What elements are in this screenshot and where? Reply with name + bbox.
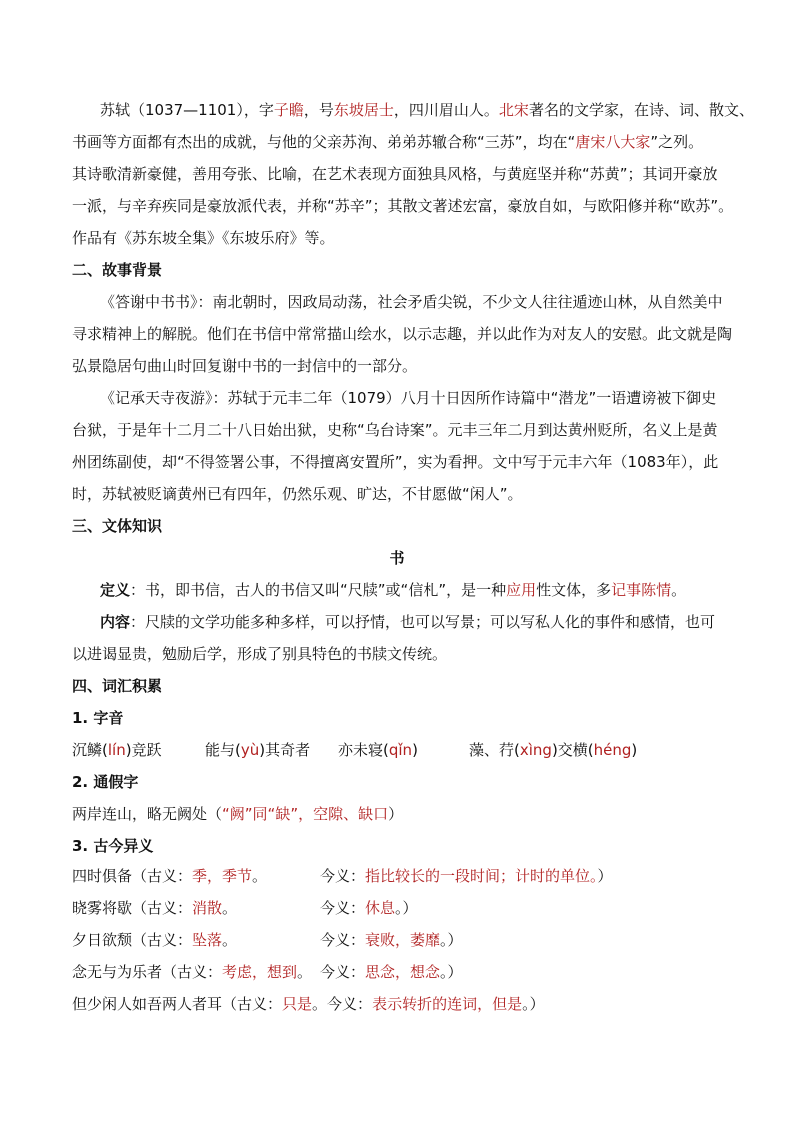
story-heading: 二、故事背景	[72, 261, 163, 279]
gujin-row	[72, 930, 237, 950]
definition-label: 定义	[100, 581, 131, 599]
pinyin: lín	[107, 741, 126, 759]
genre-heading: 三、文体知识	[72, 517, 163, 535]
ancient-meaning: 消散	[192, 899, 223, 917]
content-text: ：尺牍的文学功能多种多样，可以抒情，也可以写景；可以写私人化的事件和感情，也可	[130, 613, 716, 631]
bio-line-3: 其诗歌清新豪健，善用夸张、比喻，在艺术表现方面独具风格，与黄庭坚并称“苏黄”；其词开豪放	[72, 165, 718, 183]
bio-text: 著名的文学家，在诗、词、散文、	[528, 101, 754, 119]
gujin-punct: 。）	[440, 963, 463, 981]
definition-highlight: 应用	[506, 581, 537, 599]
content-label: 内容	[100, 613, 131, 631]
story-p2-line-1: 《记承天寺夜游》：苏轼于元丰二年（1079）八月十日因所作诗篇中“潜龙”一语遭谤被下御史	[100, 389, 717, 407]
modern-meaning: 指比较长的一段时间；计时的单位。	[365, 867, 598, 885]
story-p2-line-3: 州团练副使，却“不得签署公事，不得擅离安置所”，实为看押。文中写于元丰六年（1083年），此	[72, 453, 719, 471]
modern-meaning: 休息	[365, 899, 396, 917]
courtesy-name: 子瞻	[273, 101, 304, 119]
bio-text: 书画等方面都有杰出的成就，与他的父亲苏洵、弟弟苏辙合称“三苏”，均在“	[72, 133, 576, 151]
gujin-row	[72, 994, 545, 1014]
bio-line-1	[100, 100, 754, 120]
gujin-punct: 。）	[440, 931, 463, 949]
story-p2-line-2: 台狱，于是年十二月二十八日始出狱，史称“乌台诗案”。元丰三年二月到达黄州贬所，名义上是黄	[72, 421, 718, 439]
pronunciation-item	[338, 740, 418, 760]
gujin-punct: 。	[297, 963, 313, 981]
gujin-punct: 。）	[395, 899, 418, 917]
gujin-word: 念无与为乐者（古义：	[72, 963, 223, 981]
gujin-punct: ）	[597, 867, 613, 885]
tongjia-heading: 2. 通假字	[72, 773, 139, 791]
gujin-modern	[320, 898, 418, 918]
tang-song-masters: 唐宋八大家	[575, 133, 651, 151]
story-p2-line-4: 时，苏轼被贬谪黄州已有四年，仍然乐观、旷达，不甘愿做“闲人”。	[72, 485, 523, 503]
pron-word: )竞跃	[125, 741, 162, 759]
pron-word: 亦未寝(	[338, 741, 389, 759]
gujin-punct: 。	[222, 899, 238, 917]
dynasty: 北宋	[498, 101, 529, 119]
bio-text: ，号	[303, 101, 334, 119]
bio-text: ，四川眉山人。	[393, 101, 499, 119]
pronunciation-item	[469, 740, 637, 760]
gujin-punct: 。	[222, 931, 238, 949]
pron-word: 沉鳞(	[72, 741, 108, 759]
pinyin: xìng	[519, 741, 552, 759]
pen-name: 东坡居士	[333, 101, 394, 119]
gujin-word: 但少闲人如吾两人者耳（古义：	[72, 995, 283, 1013]
genre-title: 书	[389, 549, 405, 567]
pron-word: )	[631, 741, 638, 759]
genre-content-line-2: 以进谒显贵，勉励后学，形成了别具特色的书牍文传统。	[72, 645, 448, 663]
gujin-modern	[320, 962, 463, 982]
modern-label: 今义：	[320, 963, 366, 981]
pinyin: yù	[240, 741, 260, 759]
vocab-heading: 四、词汇积累	[72, 677, 163, 695]
modern-meaning: 思念，想念	[365, 963, 441, 981]
pinyin: héng	[593, 741, 632, 759]
gujin-heading: 3. 古今异义	[72, 837, 154, 855]
modern-meaning: 表示转折的连词，但是	[372, 995, 523, 1013]
pron-word: )其奇者	[259, 741, 311, 759]
bio-text: 苏轼（1037—1101），字	[100, 101, 274, 119]
gujin-modern	[320, 866, 613, 886]
gujin-punct: 。	[252, 867, 268, 885]
gujin-word: 四时俱备（古义：	[72, 867, 193, 885]
definition-text: ：书，即书信，古人的书信又叫“尺牍”或“信札”，是一种	[130, 581, 507, 599]
modern-label: 今义：	[320, 899, 366, 917]
modern-label: 今义：	[320, 931, 366, 949]
gujin-punct: 。）	[522, 995, 545, 1013]
definition-text: 。	[671, 581, 687, 599]
definition-highlight: 记事陈情	[611, 581, 672, 599]
tongjia-text: 两岸连山，略无阙处（	[72, 805, 223, 823]
gujin-row	[72, 866, 267, 886]
genre-definition	[100, 580, 686, 600]
ancient-meaning: 只是	[282, 995, 313, 1013]
gujin-modern	[320, 930, 463, 950]
story-p1-line-1: 《答谢中书书》：南北朝时，因政局动荡，社会矛盾尖锐，不少文人往往遁迹山林，从自然美中	[100, 293, 723, 311]
pinyin: qǐn	[388, 741, 413, 759]
bio-text: ”之列。	[650, 133, 704, 151]
pronunciation-item	[205, 740, 310, 760]
bio-line-2	[72, 132, 703, 152]
modern-label: 今义：	[320, 867, 366, 885]
pronunciation-item	[72, 740, 162, 760]
pron-word: )交横(	[551, 741, 594, 759]
gujin-row	[72, 898, 237, 918]
definition-text: 性文体，多	[536, 581, 612, 599]
pron-word: 藻、荇(	[469, 741, 520, 759]
bio-line-4: 一派，与辛弃疾同是豪放派代表，并称“苏辛”；其散文著述宏富，豪放自如，与欧阳修并称“欧苏”。	[72, 197, 734, 215]
pron-word: )	[412, 741, 418, 759]
story-p1-line-2: 寻求精神上的解脱。他们在书信中常常描山绘水，以示志趣，并以此作为对友人的安慰。此文就是陶	[72, 325, 733, 343]
tongjia-text: ）	[388, 805, 404, 823]
ancient-meaning: 考虑，想到	[222, 963, 298, 981]
genre-content-line-1	[100, 612, 715, 632]
bio-line-5: 作品有《苏东坡全集》《东坡乐府》等。	[72, 229, 335, 247]
tongjia-item	[72, 804, 403, 824]
story-p1-line-3: 弘景隐居句曲山时回复谢中书的一封信中的一部分。	[72, 357, 418, 375]
ancient-meaning: 季，季节	[192, 867, 253, 885]
modern-label: 今义：	[327, 995, 373, 1013]
pron-word: 能与(	[205, 741, 241, 759]
modern-meaning: 衰败，萎靡	[365, 931, 441, 949]
gujin-row	[72, 962, 312, 982]
gujin-punct: 。	[312, 995, 328, 1013]
ancient-meaning: 坠落	[192, 931, 223, 949]
gujin-word: 晓雾将歇（古义：	[72, 899, 193, 917]
gujin-word: 夕日欲颓（古义：	[72, 931, 193, 949]
tongjia-explanation: “阙”同“缺”，空隙、缺口	[222, 805, 389, 823]
pronunciation-heading: 1. 字音	[72, 709, 124, 727]
